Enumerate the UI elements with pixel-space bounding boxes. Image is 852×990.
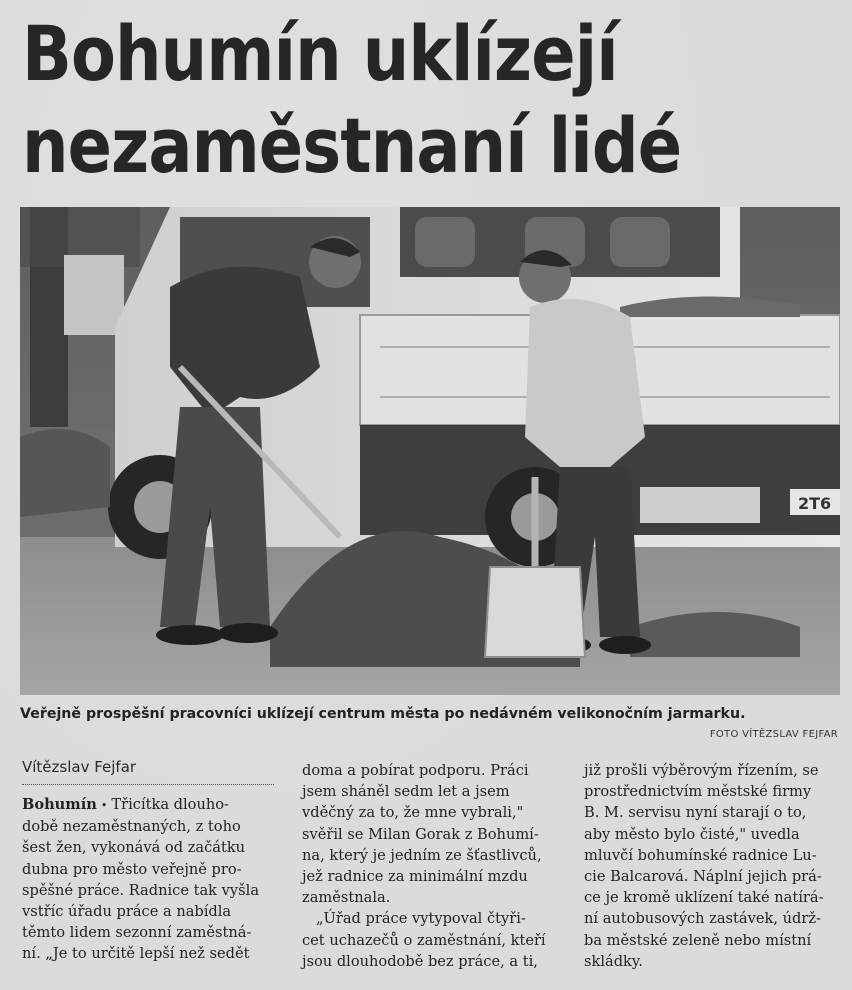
article-line [22,794,284,816]
article-line: jsem sháněl sedm let a jsem [302,783,510,801]
dateline: Bohumín [22,796,97,813]
article-line: době nezaměstnaných, z toho [22,818,241,836]
article-line: spěšné práce. Radnice tak vyšla [22,881,260,899]
article-line: šest žen, vykonává od začátku [22,839,246,857]
article-line: ní autobusových zastávek, údrž- [584,910,821,928]
photo-credit: FOTO VÍTĚZSLAV FEJFAR [709,729,838,740]
svg-text:2T6: 2T6 [798,494,832,513]
article-column-1 [22,794,284,965]
article-line: na, který je jedním ze šťastlivců, [302,846,542,864]
headline-line-1: Bohumín uklízejí [22,9,618,98]
article-column-3 [584,760,842,972]
article-column-2 [302,760,560,972]
article-line: mluvčí bohumínské radnice Lu- [584,846,817,864]
article-line: aby město bylo čisté," uvedla [584,825,800,843]
article-text: Třicítka dlouho- [111,796,229,813]
byline-author: Vítězslav Fejfar [22,756,274,785]
article-line: vstříc úřadu práce a nabídla [22,903,232,921]
article-line: svěřil se Milan Gorak z Bohumí- [302,825,539,843]
article-line: jsou dlouhodobě bez práce, a ti, [302,952,538,970]
photo-caption: Veřejně prospěšní pracovníci uklízejí centrum města po nedávném velikonočním jarmarku. [20,706,746,722]
article-line: zaměstnala. [302,889,391,907]
article-line: těmto lidem sezonní zaměstná- [22,924,252,942]
article-line: prostřednictvím městské firmy [584,783,812,801]
article-line: ce je kromě uklízení také natírá- [584,889,824,907]
article-line: skládky. [584,952,643,970]
photo-icon [20,207,840,695]
article-line: vděčný za to, že mne vybrali," [302,804,524,822]
article-line: cet uchazečů o zaměstnání, kteří [302,931,546,949]
article-line: doma a pobírat podporu. Práci [302,762,529,779]
article-line: již prošli výběrovým řízením, se [584,762,819,779]
news-photo [20,207,840,695]
article-line: dubna pro město veřejně pro- [22,860,242,878]
article-line: B. M. servisu nyní starají o to, [584,804,807,822]
article-line: jež radnice za minimální mzdu [302,868,528,886]
article-line: „Úřad práce vytypoval čtyři- [316,910,526,928]
article-line: cie Balcarová. Náplní jejich prá- [584,868,822,886]
headline [22,8,727,192]
headline-line-2: nezaměstnaní lidé [22,101,682,190]
article-line: ba městské zeleně nebo místní [584,931,812,949]
bullet-icon: • [100,799,108,812]
article-line: ní. „Je to určitě lepší než sedět [22,945,250,963]
